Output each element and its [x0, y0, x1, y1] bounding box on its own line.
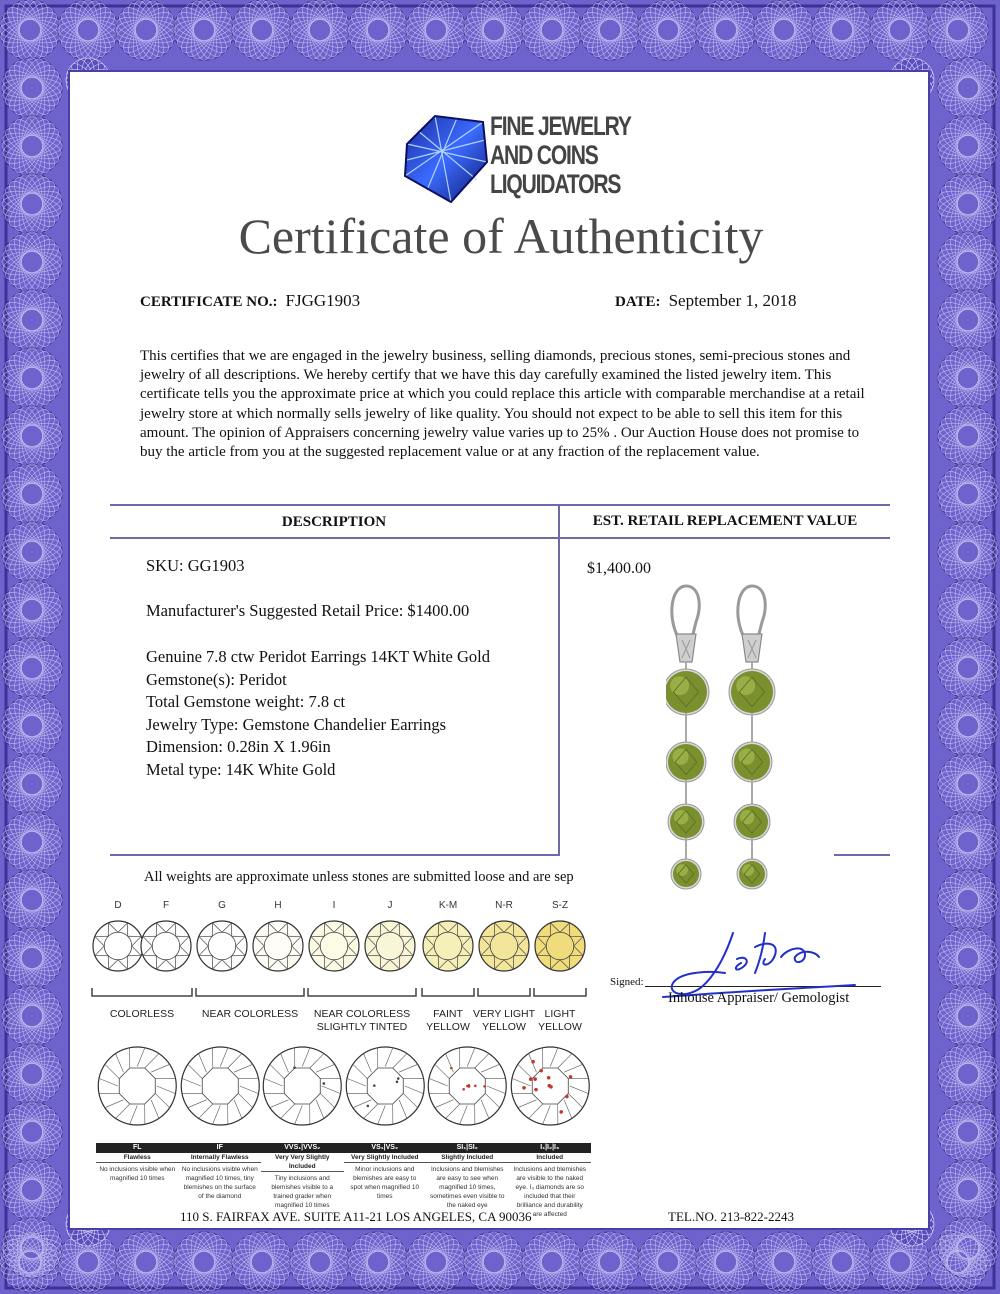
color-grade-label: F: [162, 900, 170, 911]
clarity-grade-code: IF: [179, 1143, 262, 1153]
clarity-grade-code: VS₁|VS₂: [344, 1143, 427, 1153]
clarity-grade-name: Internally Flawless: [179, 1153, 262, 1163]
color-grade-label: G: [218, 900, 226, 911]
certificate-body: [68, 70, 930, 1230]
logo-line: LIQUIDATORS: [490, 169, 621, 199]
clarity-grade-code: FL: [96, 1143, 179, 1153]
color-grade-gem: [93, 921, 143, 971]
color-category-label: NEAR COLORLESS SLIGHTLY TINTED: [313, 1008, 411, 1033]
description-line: Manufacturer's Suggested Retail Price: $1400.00: [146, 601, 470, 620]
clarity-grade-column: [179, 1034, 262, 1201]
color-grade-gem: [197, 921, 247, 971]
certification-statement: This certifies that we are engaged in the jewelry business, selling diamonds, precious stones, semi-precious stones and jewelry of all descriptions. We hereby certify that we have this day carefully examined the listed jewelry item. This certificate tells you the approximate price at which you could replace this article with comparable merchandise at a retail jewelry store at which normally sells jewelry of like quality. You should not expect to be able to sell this item for this amount. The opinion of Appraisers concerning jewelry value varies up to 25% . Our Auction House does not promise to buy the article from you at the suggested replacement value or at any fraction of the replacement value.: [140, 348, 865, 461]
color-grade-gem: [141, 921, 191, 971]
color-group-bracket: [92, 988, 192, 996]
clarity-grade-description: Inclusions and blemishes are easy to see when magnified 10 times, sometimes even visible to the naked eye: [430, 1166, 505, 1209]
clarity-grade-description: No inclusions visible when magnified 10 times: [99, 1166, 176, 1182]
description-line: Dimension: 0.28in X 1.96in: [146, 737, 331, 756]
description-line: SKU: GG1903: [146, 556, 245, 575]
table-top-rule: [110, 504, 890, 506]
clarity-diamond-diagram: [261, 1034, 344, 1138]
color-grade-gem: [253, 921, 303, 971]
color-grade-label: S-Z: [551, 900, 569, 911]
color-category-label: FAINT YELLOW: [426, 1008, 470, 1033]
certificate-title: Certificate of Authenticity: [238, 208, 764, 264]
certificate-number-row: [140, 291, 360, 311]
clarity-diamond-diagram: [179, 1034, 262, 1138]
color-grade-label: K-M: [438, 900, 458, 911]
certificate-number: FJGG1903: [285, 291, 361, 310]
clarity-grade-description: Tiny inclusions and blemishes visible to a trained grader when magnified 10 times: [271, 1175, 334, 1209]
description-line: Gemstone(s): Peridot: [146, 670, 287, 689]
clarity-grade-name: Very Very Slightly Included: [261, 1153, 344, 1172]
clarity-diamond-diagram: [509, 1034, 592, 1138]
logo-line: FINE JEWELRY: [490, 111, 631, 141]
clarity-grade-description: Minor inclusions and blemishes are easy to spot when magnified 10 times: [350, 1166, 420, 1200]
clarity-grade-column: [261, 1034, 344, 1210]
color-scale-chart: [90, 900, 610, 1033]
description-line: Genuine 7.8 ctw Peridot Earrings 14KT White Gold: [146, 647, 490, 666]
color-group-bracket: [422, 988, 474, 996]
clarity-grade-name: Included: [509, 1153, 592, 1163]
certificate-date: September 1, 2018: [668, 291, 797, 310]
table-bottom-rule-right: [834, 854, 890, 856]
clarity-grade-name: Slightly Included: [426, 1153, 509, 1163]
table-column-divider: [558, 504, 560, 856]
color-grade-label: H: [274, 900, 282, 911]
color-group-bracket: [196, 988, 304, 996]
color-category-label: LIGHT YELLOW: [538, 1008, 582, 1033]
clarity-grade-column: [426, 1034, 509, 1210]
logo-line: AND COINS: [490, 140, 598, 170]
color-group-bracket: [308, 988, 416, 996]
color-grade-label: D: [114, 900, 122, 911]
color-category-label: COLORLESS: [109, 1008, 175, 1020]
replacement-value: $1,400.00: [587, 560, 651, 577]
color-category-label: NEAR COLORLESS: [201, 1008, 299, 1020]
clarity-grade-description: Inclusions and blemishes are visible to the naked eye. I₃ diamonds are so included that their brilliance and durability are affected: [513, 1166, 587, 1218]
clarity-grade-name: Flawless: [96, 1153, 179, 1163]
color-category-label: VERY LIGHT YELLOW: [472, 1008, 536, 1033]
appraiser-title: Inhouse Appraiser/ Gemologist: [668, 990, 850, 1006]
date-row: [615, 291, 797, 311]
color-grade-label: N-R: [495, 900, 513, 911]
color-grade-gem: [365, 921, 415, 971]
color-group-bracket: [478, 988, 530, 996]
date-label: DATE:: [615, 294, 661, 310]
footer-address: 110 S. FAIRFAX AVE. SUITE A11-21 LOS ANGELES, CA 90036: [180, 1209, 532, 1224]
color-grade-label: J: [387, 900, 393, 911]
footer-phone: TEL.NO. 213-822-2243: [668, 1209, 795, 1224]
signed-label: Signed:: [610, 976, 644, 988]
color-group-bracket: [534, 988, 586, 996]
color-grade-gem: [535, 921, 585, 971]
color-grade-label: I: [332, 900, 336, 911]
clarity-grade-code: SI₁|SI₂: [426, 1143, 509, 1153]
clarity-scale-chart: [96, 1034, 592, 1224]
clarity-grade-column: [509, 1034, 592, 1219]
table-bottom-rule: [110, 854, 560, 856]
description-header: DESCRIPTION: [281, 514, 387, 530]
clarity-grade-column: [96, 1034, 179, 1183]
logo-gem-icon: [397, 110, 493, 206]
color-grade-gem: [309, 921, 359, 971]
certificate-number-label: CERTIFICATE NO.:: [140, 294, 278, 310]
value-header: EST. RETAIL REPLACEMENT VALUE: [592, 513, 858, 529]
color-grade-gem: [423, 921, 473, 971]
clarity-diamond-diagram: [96, 1034, 179, 1138]
table-header-rule: [110, 537, 890, 539]
clarity-diamond-diagram: [344, 1034, 427, 1138]
clarity-grade-column: [344, 1034, 427, 1201]
clarity-diamond-diagram: [426, 1034, 509, 1138]
company-logo-text: [490, 112, 631, 199]
color-grade-gem: [479, 921, 529, 971]
clarity-grade-description: No inclusions visible when magnified 10 times, tiny blemishes on the surface of the diamond: [181, 1166, 258, 1200]
description-line: Jewelry Type: Gemstone Chandelier Earrings: [146, 715, 447, 734]
clarity-grade-name: Very Slightly Included: [344, 1153, 427, 1163]
clarity-grade-code: VVS₁|VVS₂: [261, 1143, 344, 1153]
weights-note: All weights are approximate unless stones are submitted loose and are sep: [144, 869, 574, 885]
clarity-grade-code: I₁|I₂|I₃: [509, 1143, 592, 1153]
description-line: Total Gemstone weight: 7.8 ct: [146, 692, 346, 711]
earrings-photo: [666, 582, 796, 942]
description-line: Metal type: 14K White Gold: [146, 760, 336, 779]
